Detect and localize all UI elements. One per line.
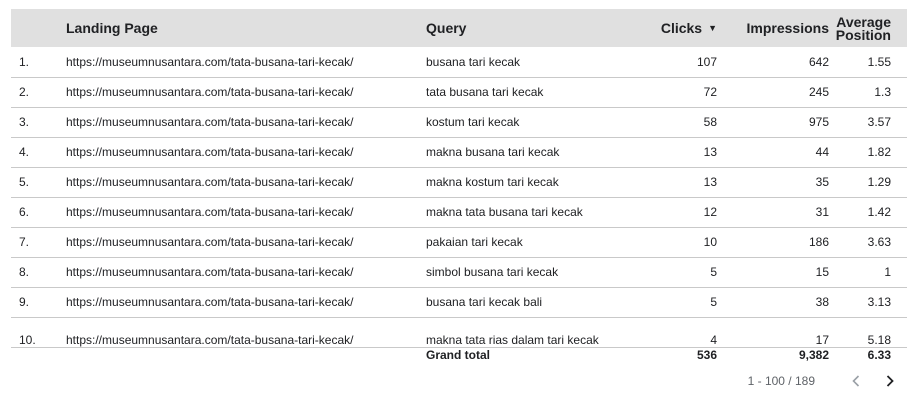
query-cell: makna tata busana tari kecak bbox=[426, 197, 631, 227]
landing-page-cell: https://museumnusantara.com/tata-busana-tari-kecak/ bbox=[66, 317, 426, 347]
row-spacer bbox=[891, 287, 907, 317]
total-landing bbox=[66, 347, 426, 367]
avg-position-cell: 1.3 bbox=[829, 77, 891, 107]
row-index: 6. bbox=[11, 197, 66, 227]
grand-total-avg-position: 6.33 bbox=[867, 347, 891, 362]
table-row[interactable] bbox=[11, 257, 907, 287]
results-table bbox=[11, 9, 907, 367]
row-spacer bbox=[891, 107, 907, 137]
impressions-cell: 642 bbox=[717, 47, 829, 77]
landing-page-cell: https://museumnusantara.com/tata-busana-tari-kecak/ bbox=[66, 77, 426, 107]
impressions-cell: 15 bbox=[717, 257, 829, 287]
impressions-cell: 245 bbox=[717, 77, 829, 107]
header-spacer bbox=[891, 9, 907, 47]
clicks-cell: 72 bbox=[631, 77, 717, 107]
clicks-cell: 58 bbox=[631, 107, 717, 137]
row-index: 3. bbox=[11, 107, 66, 137]
avg-position-cell: 3.63 bbox=[829, 227, 891, 257]
avg-position-cell: 1.42 bbox=[829, 197, 891, 227]
header-impressions[interactable]: Impressions bbox=[746, 20, 829, 36]
pagination-range: 1 - 100 / 189 bbox=[747, 374, 815, 388]
table-row[interactable] bbox=[11, 47, 907, 77]
clicks-cell: 107 bbox=[631, 47, 717, 77]
avg-position-cell: 1 bbox=[829, 257, 891, 287]
clicks-cell: 4 bbox=[631, 317, 717, 347]
impressions-cell: 44 bbox=[717, 137, 829, 167]
impressions-cell: 186 bbox=[717, 227, 829, 257]
row-spacer bbox=[891, 197, 907, 227]
clicks-cell: 5 bbox=[631, 257, 717, 287]
total-spacer bbox=[891, 347, 907, 367]
landing-page-cell: https://museumnusantara.com/tata-busana-tari-kecak/ bbox=[66, 107, 426, 137]
row-spacer bbox=[891, 77, 907, 107]
avg-position-cell: 1.55 bbox=[829, 47, 891, 77]
row-index: 9. bbox=[11, 287, 66, 317]
clicks-cell: 5 bbox=[631, 287, 717, 317]
impressions-cell: 975 bbox=[717, 107, 829, 137]
table-body bbox=[11, 47, 907, 367]
table-header-row bbox=[11, 9, 907, 47]
row-spacer bbox=[891, 137, 907, 167]
header-landing-page[interactable]: Landing Page bbox=[66, 20, 158, 36]
landing-page-cell: https://museumnusantara.com/tata-busana-tari-kecak/ bbox=[66, 197, 426, 227]
row-spacer bbox=[891, 47, 907, 77]
query-cell: makna busana tari kecak bbox=[426, 137, 631, 167]
table-row[interactable] bbox=[11, 317, 907, 347]
query-cell: busana tari kecak bbox=[426, 47, 631, 77]
header-avg-line1: Average bbox=[836, 14, 891, 30]
impressions-cell: 35 bbox=[717, 167, 829, 197]
row-index: 5. bbox=[11, 167, 66, 197]
table-row[interactable] bbox=[11, 107, 907, 137]
clicks-cell: 13 bbox=[631, 137, 717, 167]
landing-page-cell: https://museumnusantara.com/tata-busana-tari-kecak/ bbox=[66, 257, 426, 287]
landing-page-cell: https://museumnusantara.com/tata-busana-tari-kecak/ bbox=[66, 287, 426, 317]
results-table-container bbox=[11, 9, 907, 367]
query-cell: simbol busana tari kecak bbox=[426, 257, 631, 287]
header-average-position[interactable] bbox=[829, 9, 891, 47]
table-row[interactable] bbox=[11, 197, 907, 227]
landing-page-cell: https://museumnusantara.com/tata-busana-tari-kecak/ bbox=[66, 137, 426, 167]
query-cell: pakaian tari kecak bbox=[426, 227, 631, 257]
table-row[interactable] bbox=[11, 227, 907, 257]
clicks-cell: 13 bbox=[631, 167, 717, 197]
row-index: 10. bbox=[11, 317, 66, 347]
grand-total-label: Grand total bbox=[426, 347, 491, 362]
sort-down-icon: ▼ bbox=[708, 23, 717, 33]
header-query[interactable]: Query bbox=[426, 20, 467, 36]
total-index bbox=[11, 347, 66, 367]
clicks-cell: 12 bbox=[631, 197, 717, 227]
header-index bbox=[11, 9, 66, 47]
pagination bbox=[748, 370, 901, 392]
grand-total-row bbox=[11, 347, 907, 367]
grand-total-clicks: 536 bbox=[696, 347, 717, 362]
row-index: 4. bbox=[11, 137, 66, 167]
avg-position-cell: 3.13 bbox=[829, 287, 891, 317]
query-cell: tata busana tari kecak bbox=[426, 77, 631, 107]
clicks-cell: 10 bbox=[631, 227, 717, 257]
impressions-cell: 17 bbox=[717, 317, 829, 347]
header-clicks-label: Clicks bbox=[660, 20, 703, 36]
avg-position-cell: 3.57 bbox=[829, 107, 891, 137]
row-spacer bbox=[891, 227, 907, 257]
grand-total-impressions: 9,382 bbox=[798, 347, 829, 362]
row-spacer bbox=[891, 167, 907, 197]
landing-page-cell: https://museumnusantara.com/tata-busana-tari-kecak/ bbox=[66, 227, 426, 257]
row-index: 8. bbox=[11, 257, 66, 287]
table-row[interactable] bbox=[11, 137, 907, 167]
row-index: 7. bbox=[11, 227, 66, 257]
avg-position-cell: 1.82 bbox=[829, 137, 891, 167]
query-cell: makna kostum tari kecak bbox=[426, 167, 631, 197]
query-cell: makna tata rias dalam tari kecak bbox=[426, 317, 631, 347]
chevron-right-icon[interactable] bbox=[879, 370, 901, 392]
avg-position-cell: 5.18 bbox=[829, 317, 891, 347]
impressions-cell: 31 bbox=[717, 197, 829, 227]
row-index: 1. bbox=[11, 47, 66, 77]
row-spacer bbox=[891, 317, 907, 347]
query-cell: kostum tari kecak bbox=[426, 107, 631, 137]
row-spacer bbox=[891, 257, 907, 287]
landing-page-cell: https://museumnusantara.com/tata-busana-tari-kecak/ bbox=[66, 47, 426, 77]
landing-page-cell: https://museumnusantara.com/tata-busana-tari-kecak/ bbox=[66, 167, 426, 197]
header-clicks[interactable] bbox=[631, 9, 717, 47]
impressions-cell: 38 bbox=[717, 287, 829, 317]
row-index: 2. bbox=[11, 77, 66, 107]
table-row[interactable] bbox=[11, 77, 907, 107]
header-avg-line2: Position bbox=[835, 27, 891, 43]
avg-position-cell: 1.29 bbox=[829, 167, 891, 197]
query-cell: busana tari kecak bali bbox=[426, 287, 631, 317]
table-row[interactable] bbox=[11, 167, 907, 197]
chevron-left-icon[interactable] bbox=[845, 370, 867, 392]
table-row[interactable] bbox=[11, 287, 907, 317]
